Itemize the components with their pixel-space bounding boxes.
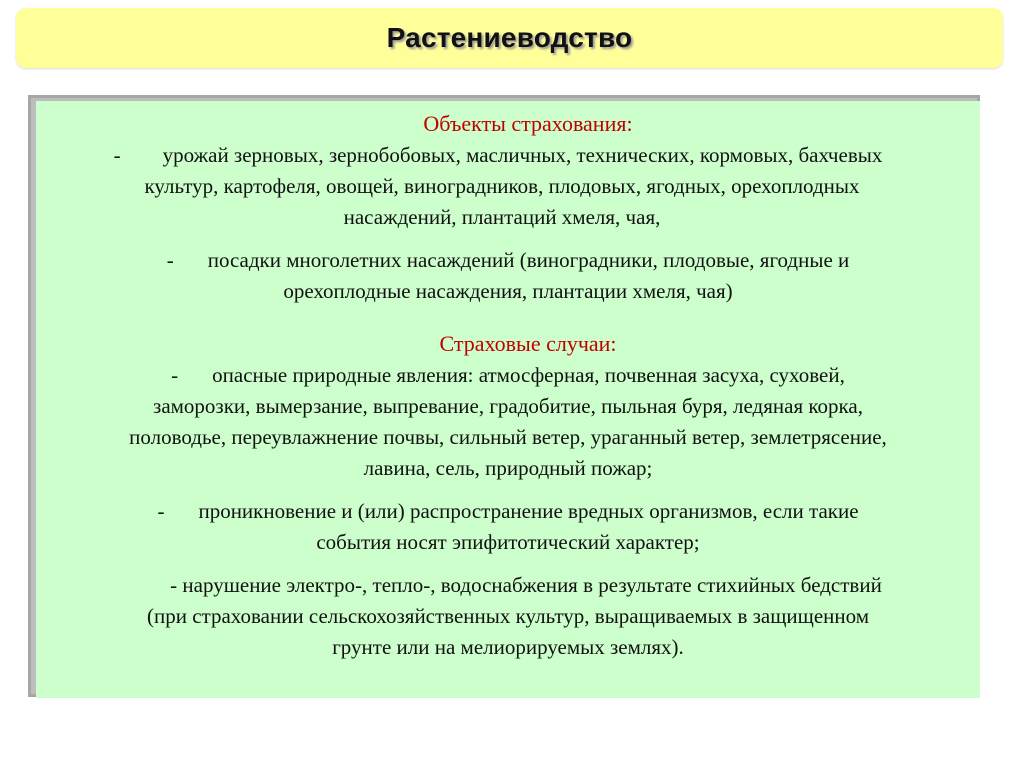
bullet-dash: - [157, 499, 165, 523]
text-line-content: опасные природные явления: атмосферная, почвенная засуха, суховей, [212, 363, 845, 387]
text-line: - нарушение электро-, тепло-, водоснабжения в результате стихийных бедствий [170, 573, 882, 597]
text-line: культур, картофеля, овощей, виноградников, плодовых, ягодных, орехоплодных [144, 174, 860, 198]
objects-heading: Объекты страхования: [423, 111, 633, 136]
text-line: лавина, сель, природный пожар; [363, 456, 653, 480]
text-line: грунте или на мелиорируемых землях). [332, 635, 684, 659]
text-line-content: урожай зерновых, зернобобовых, масличных, технических, кормовых, бахчевых [162, 143, 883, 167]
text-line [44, 496, 972, 527]
title-banner [16, 8, 1003, 68]
objects-item-crops [32, 140, 972, 233]
text-line: насаждений, плантаций хмеля, чая, [343, 205, 661, 229]
cases-item-natural [44, 360, 972, 484]
text-line: половодье, переувлажнение почвы, сильный ветер, ураганный ветер, землетрясение, [129, 425, 887, 449]
text-line: орехоплодные насаждения, плантации хмеля, чая) [283, 279, 733, 303]
spacer [44, 558, 972, 570]
bullet-dash: - [166, 248, 174, 272]
page-title: Растениеводство [386, 22, 633, 53]
spacer [44, 233, 972, 245]
cases-item-pests [44, 496, 972, 558]
text-line [44, 245, 972, 276]
spacer [44, 307, 972, 327]
cases-heading: Страховые случаи: [439, 331, 617, 356]
text-line [44, 360, 972, 391]
cases-item-utilities [44, 570, 972, 663]
text-line: события носят эпифитотический характер; [316, 530, 700, 554]
content-panel [36, 101, 980, 698]
text-line-content: проникновение и (или) распространение вредных организмов, если такие [198, 499, 859, 523]
bullet-dash: - [171, 363, 179, 387]
text-line-content: посадки многолетних насаждений (виноградники, плодовые, ягодные и [207, 248, 850, 272]
spacer [44, 484, 972, 496]
text-line: заморозки, вымерзание, выпревание, градобитие, пыльная буря, ледяная корка, [153, 394, 863, 418]
text-line: (при страховании сельскохозяйственных культур, выращиваемых в защищенном [146, 604, 870, 628]
bullet-dash: - [113, 143, 121, 167]
objects-item-plantings [44, 245, 972, 307]
text-line [32, 140, 972, 171]
